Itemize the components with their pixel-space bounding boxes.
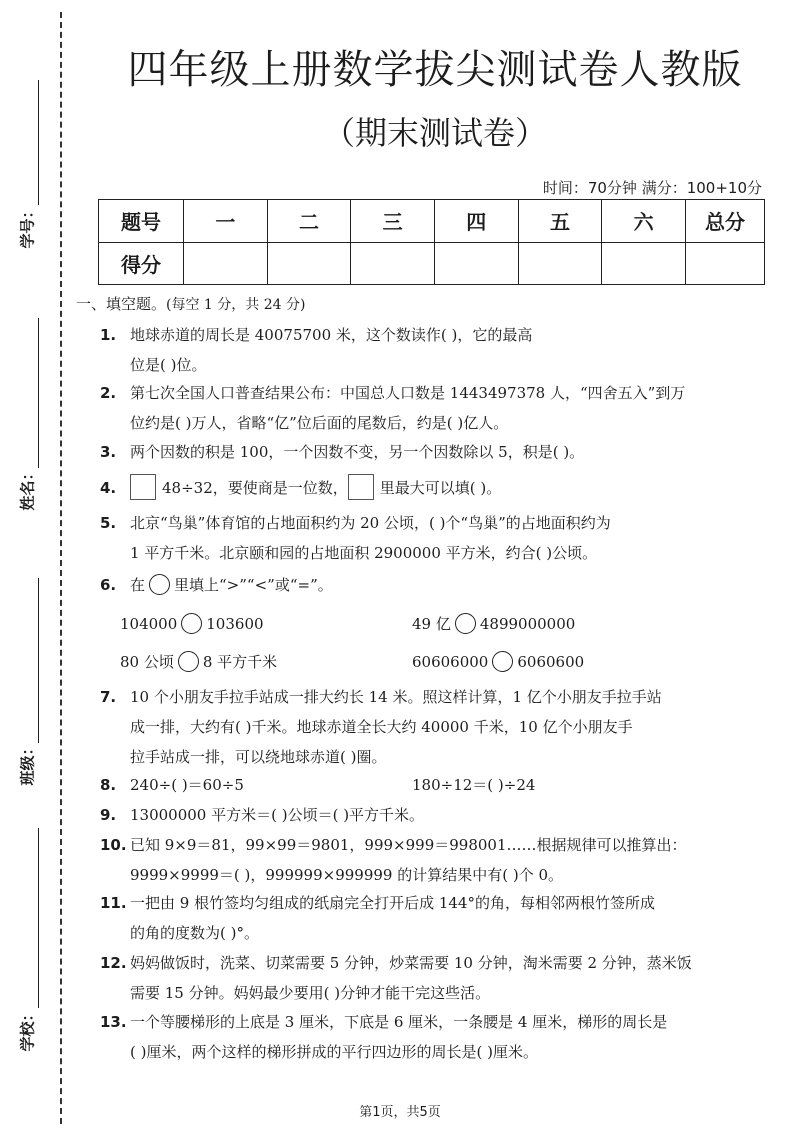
question-text: 在 (130, 576, 146, 594)
compare-circle[interactable] (181, 613, 202, 634)
question-13 (100, 1007, 760, 1067)
question-text: 240÷( )＝60÷5 (130, 776, 244, 794)
comparison-1 (120, 613, 264, 634)
compare-circle[interactable] (178, 651, 199, 672)
question-text: 地球赤道的周长是 40075700 米，这个数读作( )，它的最高 (130, 326, 533, 344)
question-5 (100, 508, 760, 568)
question-number: 8. (100, 776, 117, 794)
exam-meta: 时间：70分钟 满分：100+10分 (542, 179, 762, 197)
compare-left: 80 公顷 (120, 653, 174, 671)
question-text: 一把由 9 根竹签均匀组成的纸扇完全打开后成 144°的角，每相邻两根竹签所成 (130, 894, 655, 912)
question-8-right: 180÷12＝( )÷24 (412, 776, 536, 794)
student-number-label: 学号： (18, 203, 37, 249)
question-text: 拉手站成一排，可以绕地球赤道( )圈。 (130, 748, 387, 766)
column-3: 三 (351, 200, 435, 243)
question-number: 2. (100, 384, 117, 402)
student-number-line[interactable] (38, 80, 39, 205)
compare-right: 8 平方千米 (202, 653, 278, 671)
compare-right: 6060600 (517, 653, 585, 671)
question-number: 9. (100, 806, 117, 824)
question-10 (100, 830, 760, 890)
comparison-3 (120, 651, 277, 672)
question-6 (100, 570, 760, 600)
question-text: 妈妈做饭时，洗菜、切菜需要 5 分钟，炒菜需要 10 分钟，淘米需要 2 分钟，蒸米饭 (130, 954, 692, 972)
compare-circle[interactable] (455, 613, 476, 634)
question-text: 1 平方千米。北京颐和园的占地面积 2900000 平方米，约合( )公顷。 (130, 544, 598, 562)
name-label: 姓名： (18, 465, 37, 511)
compare-left: 49 亿 (412, 615, 451, 633)
question-text: 里填上“>”“<”或“=”。 (174, 576, 333, 594)
compare-right: 103600 (206, 615, 264, 633)
question-text: 成一排，大约有( )千米。地球赤道全长大约 40000 千米，10 亿个小朋友手 (130, 718, 633, 736)
question-text: 里最大可以填( )。 (379, 479, 502, 497)
section-note: (每空 1 分，共 24 分) (166, 297, 306, 313)
question-text: ( )厘米，两个这样的梯形拼成的平行四边形的周长是( )厘米。 (130, 1043, 538, 1061)
question-11 (100, 888, 760, 948)
name-line[interactable] (38, 318, 39, 468)
compare-circle-icon (149, 574, 170, 595)
page-title: 四年级上册数学拔尖测试卷人教版 (127, 47, 743, 93)
question-7 (100, 682, 760, 772)
compare-circle[interactable] (492, 651, 513, 672)
question-number: 13. (100, 1013, 127, 1031)
comparison-4 (412, 651, 584, 672)
question-number: 7. (100, 688, 117, 706)
question-2 (100, 378, 760, 438)
row-header-cell: 题号 (99, 200, 184, 243)
question-1 (100, 320, 760, 380)
page-subtitle: （期末测试卷） (322, 114, 547, 152)
score-cell-1[interactable] (184, 242, 268, 285)
question-text: 需要 15 分钟。妈妈最少要用( )分钟才能干完这些活。 (130, 984, 491, 1002)
question-number: 10. (100, 836, 127, 854)
question-number: 5. (100, 514, 117, 532)
question-text: 位约是( )万人，省略“亿”位后面的尾数后，约是( )亿人。 (130, 414, 509, 432)
compare-right: 4899000000 (479, 615, 576, 633)
column-6: 六 (602, 200, 686, 243)
school-label: 学校： (18, 1006, 37, 1052)
column-1: 一 (184, 200, 268, 243)
question-number: 1. (100, 326, 117, 344)
question-text: 13000000 平方米＝( )公顷＝( )平方千米。 (130, 806, 425, 824)
question-text: 的角的度数为( )°。 (130, 924, 259, 942)
binding-dashed-line (60, 12, 62, 1124)
score-table-header-row (99, 200, 765, 243)
score-table (98, 199, 765, 285)
score-cell-6[interactable] (602, 242, 686, 285)
question-number: 11. (100, 894, 127, 912)
answer-box[interactable] (348, 474, 374, 500)
score-cell-5[interactable] (518, 242, 602, 285)
question-text: 第七次全国人口普查结果公布：中国总人口数是 1443497378 人，“四舍五入”到万 (130, 384, 686, 402)
column-4: 四 (434, 200, 518, 243)
score-label-cell: 得分 (99, 242, 184, 285)
section-title: 一、填空题。 (76, 295, 167, 313)
class-label: 班级： (18, 740, 37, 786)
school-line[interactable] (38, 828, 39, 1008)
question-number: 6. (100, 576, 117, 594)
score-cell-2[interactable] (267, 242, 351, 285)
comparison-2 (412, 613, 575, 634)
score-table-score-row (99, 242, 765, 285)
question-text: 一个等腰梯形的上底是 3 厘米，下底是 6 厘米，一条腰是 4 厘米，梯形的周长是 (130, 1013, 668, 1031)
question-text: 10 个小朋友手拉手站成一排大约长 14 米。照这样计算，1 亿个小朋友手拉手站 (130, 688, 662, 706)
question-text: 48÷32，要使商是一位数， (162, 479, 348, 497)
question-text: 两个因数的积是 100，一个因数不变，另一个因数除以 5，积是( )。 (130, 443, 585, 461)
question-number: 12. (100, 954, 127, 972)
question-text: 9999×9999＝( )，999999×999999 的计算结果中有( )个 0。 (130, 866, 564, 884)
compare-left: 104000 (120, 615, 178, 633)
column-5: 五 (518, 200, 602, 243)
page-footer: 第1页，共5页 (359, 1105, 441, 1120)
score-cell-3[interactable] (351, 242, 435, 285)
question-text: 北京“鸟巢”体育馆的占地面积约为 20 公顷，( )个“鸟巢”的占地面积约为 (130, 514, 611, 532)
question-9 (100, 800, 760, 830)
score-cell-4[interactable] (434, 242, 518, 285)
column-total: 总分 (686, 200, 765, 243)
section-heading (76, 293, 305, 314)
question-12 (100, 948, 760, 1008)
score-cell-total[interactable] (686, 242, 765, 285)
question-text: 位是( )位。 (130, 356, 207, 374)
compare-left: 60606000 (412, 653, 489, 671)
question-number: 3. (100, 443, 117, 461)
class-line[interactable] (38, 578, 39, 743)
column-2: 二 (267, 200, 351, 243)
question-number: 4. (100, 479, 117, 497)
answer-box[interactable] (130, 474, 156, 500)
question-4 (100, 473, 760, 503)
question-text: 已知 9×9＝81，99×99＝9801，999×999＝998001……根据规律可以推算出： (130, 836, 687, 854)
question-3 (100, 437, 760, 467)
